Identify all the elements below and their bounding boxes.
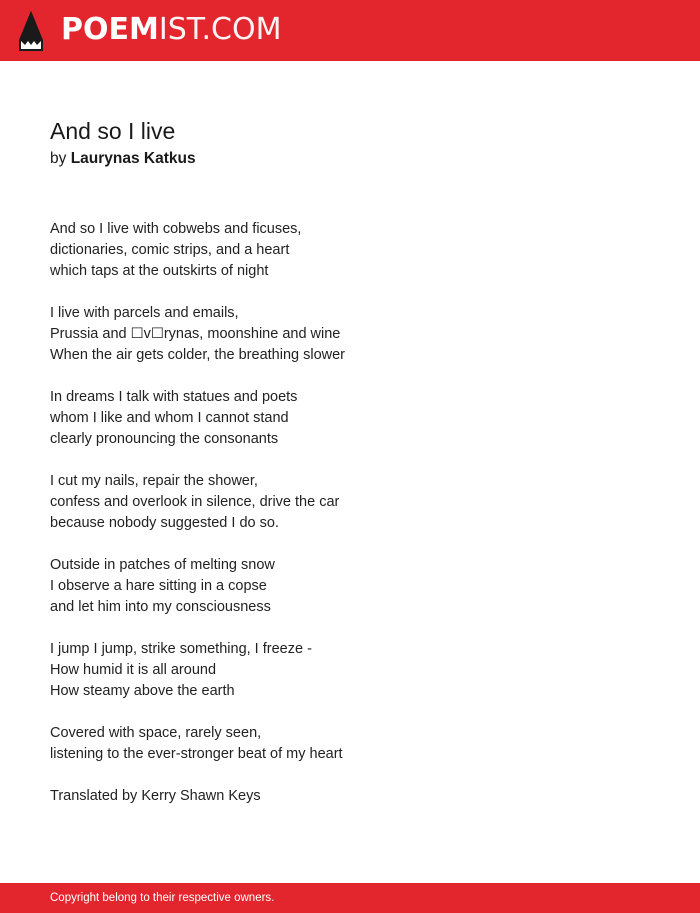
stanza xyxy=(50,303,345,366)
stanza xyxy=(50,387,345,450)
stanza xyxy=(50,555,345,618)
site-logo[interactable] xyxy=(61,12,281,48)
poem-title: And so I live xyxy=(50,118,176,144)
poem-line: and let him into my consciousness xyxy=(50,599,271,615)
poem-line: And so I live with cobwebs and ficuses, xyxy=(50,221,302,237)
poem-line: because nobody suggested I do so. xyxy=(50,515,279,531)
poem-line: Covered with space, rarely seen, xyxy=(50,725,262,741)
poem-line: In dreams I talk with statues and poets xyxy=(50,389,298,405)
by-label: by xyxy=(50,150,67,167)
poem-line: I live with parcels and emails, xyxy=(50,305,239,321)
poem-line: clearly pronouncing the consonants xyxy=(50,431,279,447)
logo-bold-text: POEM xyxy=(61,12,159,47)
stanza xyxy=(50,219,345,282)
byline xyxy=(50,149,196,169)
poem-line: How humid it is all around xyxy=(50,662,217,678)
poem-line: Prussia and ☐v☐rynas, moonshine and wine xyxy=(50,326,341,342)
logo-light-text: IST.COM xyxy=(158,12,282,47)
stanza xyxy=(50,471,345,534)
poem-line: dictionaries, comic strips, and a heart xyxy=(50,242,290,258)
poem-line: Outside in patches of melting snow xyxy=(50,557,275,573)
poem-line: I jump I jump, strike something, I freeze - xyxy=(50,641,312,657)
author-name: Laurynas Katkus xyxy=(70,150,196,167)
site-footer xyxy=(0,883,700,913)
poem-line: whom I like and whom I cannot stand xyxy=(50,410,289,426)
copyright-notice: Copyright belong to their respective owners. xyxy=(50,892,275,904)
poem-line: I observe a hare sitting in a copse xyxy=(50,578,267,594)
poem-line: When the air gets colder, the breathing slower xyxy=(50,347,345,363)
poem-line: listening to the ever-stronger beat of my heart xyxy=(50,746,343,762)
translator-credit: Translated by Kerry Shawn Keys xyxy=(50,788,261,804)
stanza xyxy=(50,723,345,765)
pencil-tip-icon[interactable] xyxy=(17,10,45,52)
site-header xyxy=(0,0,700,61)
poem-line: I cut my nails, repair the shower, xyxy=(50,473,258,489)
poem-body xyxy=(50,219,345,807)
poem-line: How steamy above the earth xyxy=(50,683,235,699)
poem-line: which taps at the outskirts of night xyxy=(50,263,269,279)
poem-line: confess and overlook in silence, drive the car xyxy=(50,494,340,510)
stanza xyxy=(50,639,345,702)
